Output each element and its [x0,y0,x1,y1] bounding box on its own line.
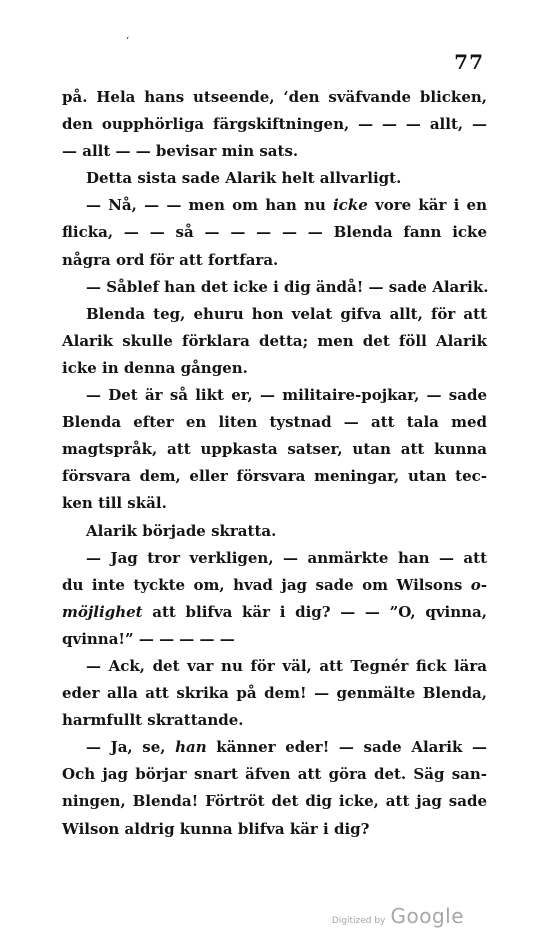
text-line-23: eder alla att skrika på dem! — genmälte Blenda, [62,684,487,703]
google-logo: Google [390,904,464,928]
text-line-4: Detta sista sade Alarik helt allvarligt. [86,169,402,188]
text-line-5: — Nå, — — men om han nu icke vore kär i en [86,196,487,215]
text-line-20: möjlighet att blifva kär i dig? — — ”O, qvinna, [62,602,487,621]
text-line-15: försvara dem, eller försvara meningar, utan tec- [62,467,487,486]
text-line-18: — Jag tror verkligen, — anmärkte han — att [86,548,487,567]
text-line-7: några ord för att fortfara. [62,250,279,269]
text-line-10: Alarik skulle förklara detta; men det föll Alarik [62,331,487,350]
text-line-3: — allt — — bevisar min sats. [62,142,299,161]
text-line-8: — Såblef han det icke i dig ändå! — sade Alarik. [86,277,489,296]
text-line-24: harmfullt skrattande. [62,711,244,730]
text-line-12: — Det är så likt er, — militaire-pojkar, — sade [86,386,487,405]
text-line-22: — Ack, det var nu för väl, att Tegnér fick lära [86,656,487,675]
text-line-9: Blenda teg, ehuru hon velat gifva allt, för att [86,304,487,323]
text-line-13: Blenda efter en liten tystnad — att tala med [62,413,487,432]
text-line-19: du inte tyckte om, hvad jag sade om Wilsons o- [62,575,487,594]
text-line-27: ningen, Blenda! Förtröt det dig icke, att jag sade [62,792,487,811]
watermark-prefix: Digitized by [331,916,386,926]
text-line-26: Och jag börjar snart äfven att göra det. Säg san- [62,765,487,784]
text-line-16: ken till skäl. [62,494,167,513]
text-line-28: Wilson aldrig kunna blifva kär i dig? [62,819,370,838]
text-line-1: på. Hela hans utseende, ‘den sväfvande blicken, [62,88,487,106]
text-line-21: qvinna!” — — — — — [62,629,235,648]
digitized-by-google-watermark [332,904,464,928]
body-text [62,84,487,843]
text-line-14: magtspråk, att uppkasta satser, utan att kunna [62,440,487,459]
text-line-6: flicka, — — så — — — — — Blenda fann icke [62,223,487,242]
text-line-11: icke in denna gången. [62,358,248,377]
page-number: 77 [454,50,484,74]
text-line-2: den oupphörliga färgskiftningen, — — — allt, — [62,115,487,134]
text-line-25: — Ja, se, han känner eder! — sade Alarik — [86,738,487,757]
text-line-17: Alarik började skratta. [86,521,277,540]
stray-mark: ‘ [126,36,130,47]
